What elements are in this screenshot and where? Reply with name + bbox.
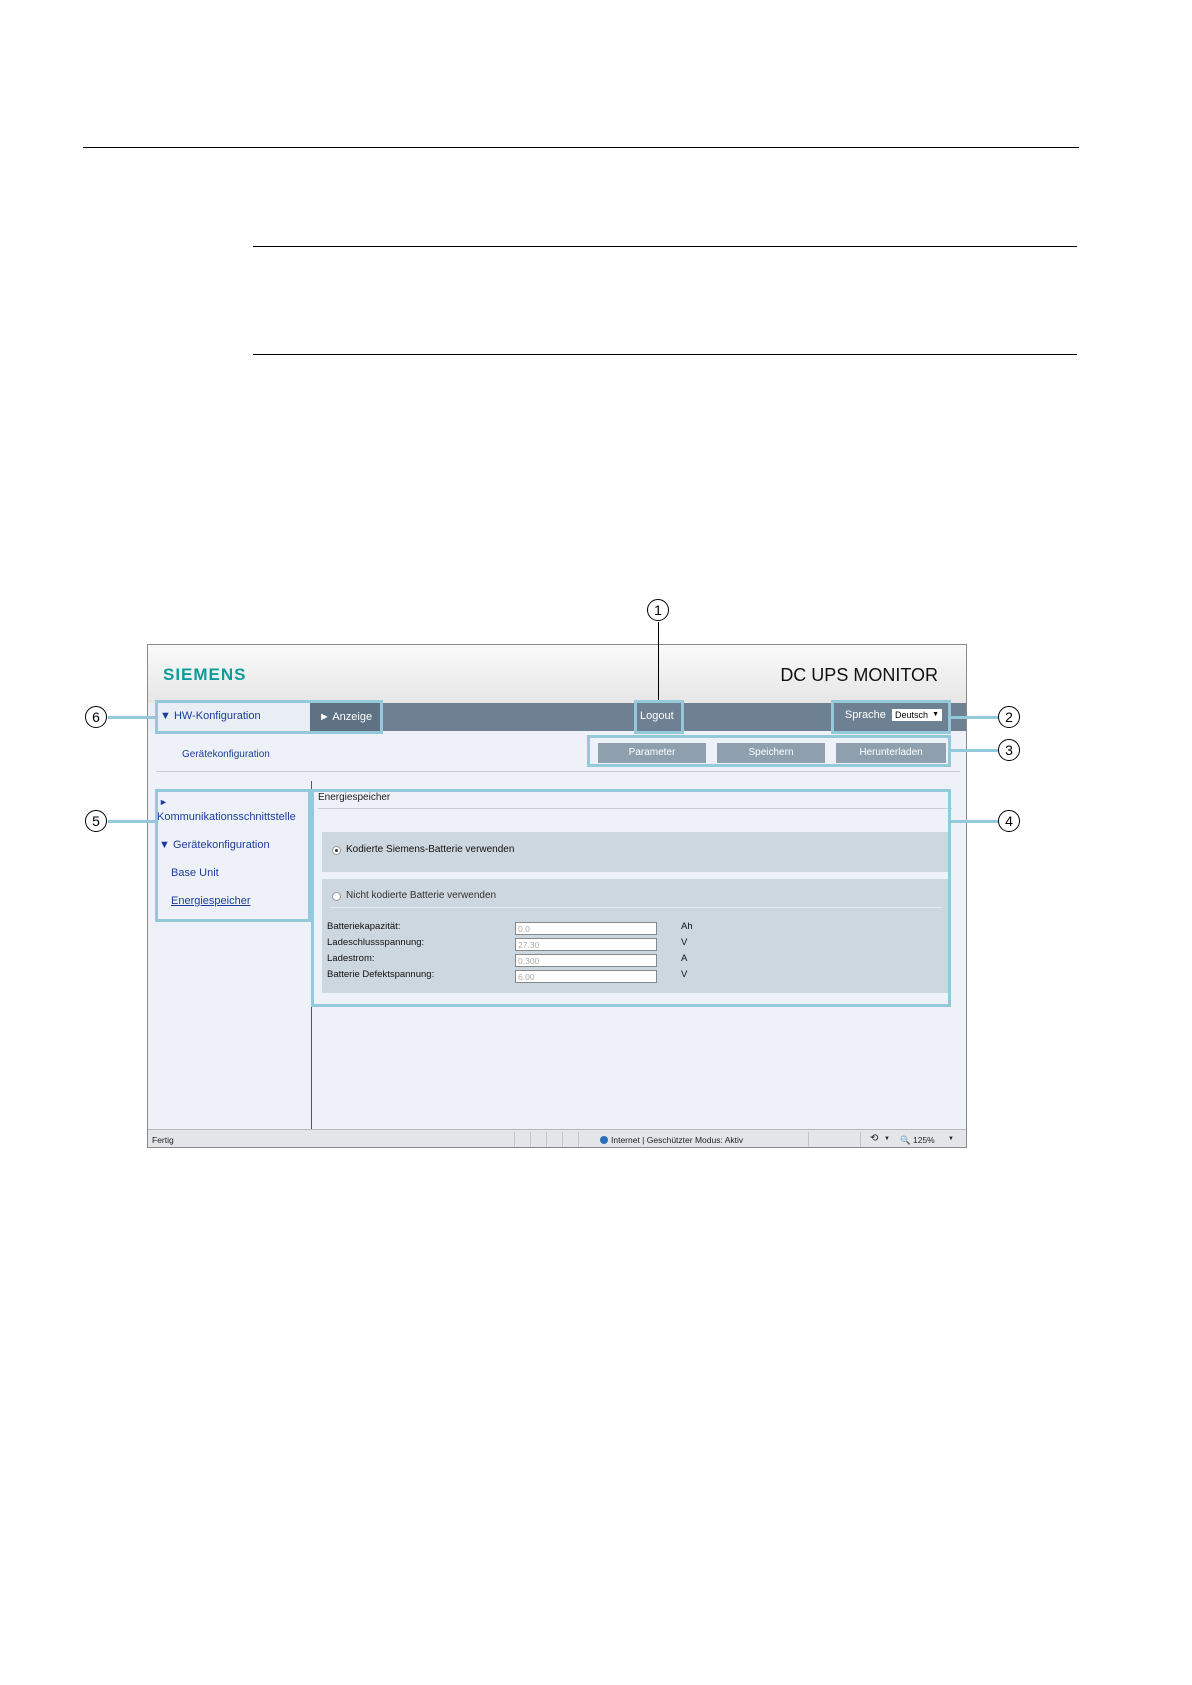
callout-box-6-nav — [155, 700, 383, 734]
callout-box-1-logout — [634, 700, 684, 734]
callout-number-6: 6 — [85, 706, 107, 728]
field-unit: A — [681, 953, 688, 964]
status-separator — [562, 1132, 563, 1147]
zoom-level[interactable] — [900, 1135, 935, 1146]
siemens-logo: SIEMENS — [163, 665, 247, 684]
status-separator — [808, 1132, 809, 1147]
coded-battery-label: Kodierte Siemens-Batterie verwenden — [346, 844, 515, 855]
sidebar-item-energiespeicher[interactable]: Energiespeicher — [171, 895, 251, 907]
callout-number-4: 4 — [998, 810, 1020, 832]
toolbar-divider — [156, 771, 960, 772]
browser-statusbar — [148, 1129, 966, 1148]
note-rule-bottom — [253, 354, 1077, 355]
refresh-icon[interactable]: ⟲ — [870, 1133, 879, 1144]
subnav-geraetekonfiguration[interactable]: Gerätekonfiguration — [182, 749, 270, 760]
field-unit: V — [681, 937, 688, 948]
callout-number-2: 2 — [998, 706, 1020, 728]
panel-title: Energiespeicher — [318, 792, 391, 803]
callout-number-1: 1 — [647, 599, 669, 621]
field-label: Ladestrom: — [327, 953, 375, 964]
field-label: Ladeschlussspannung: — [327, 937, 425, 948]
save-button[interactable]: Speichern — [717, 743, 825, 763]
language-value: Deutsch — [894, 710, 928, 720]
app-title: DC UPS MONITOR — [780, 665, 938, 685]
status-zone — [600, 1135, 743, 1145]
callout-leader-4 — [951, 820, 998, 823]
callout-box-2-language — [831, 700, 951, 734]
download-button[interactable]: Herunterladen — [836, 743, 946, 763]
field-label: Batteriekapazität: — [327, 921, 401, 932]
uncoded-battery-label: Nicht kodierte Batterie verwenden — [346, 890, 497, 901]
chevron-down-icon[interactable]: ▼ — [948, 1136, 954, 1142]
callout-box-3-toolbar — [587, 735, 951, 767]
status-separator — [514, 1132, 515, 1147]
battery-fault-voltage-input[interactable]: 6.00 — [515, 970, 657, 983]
status-separator — [530, 1132, 531, 1147]
parameter-button[interactable]: Parameter — [598, 743, 706, 763]
callout-leader-2 — [951, 716, 998, 719]
chevron-down-icon: ▼ — [932, 711, 939, 718]
callout-leader-1 — [658, 622, 659, 700]
callout-number-3: 3 — [998, 739, 1020, 761]
chevron-down-icon[interactable]: ▼ — [884, 1136, 890, 1142]
note-rule-top — [253, 246, 1077, 247]
language-label: Sprache — [844, 709, 886, 721]
charge-current-input[interactable]: 0.300 — [515, 954, 657, 967]
callout-leader-3 — [951, 749, 998, 752]
logout-link[interactable]: Logout — [640, 710, 674, 722]
globe-icon — [600, 1136, 608, 1144]
callout-box-4-panel — [311, 789, 951, 1007]
callout-box-5-sidebar — [155, 789, 311, 922]
tab-anzeige[interactable]: ► Anzeige — [310, 703, 380, 731]
status-separator — [860, 1132, 861, 1147]
top-rule — [83, 147, 1079, 148]
zoom-icon: 🔍 — [900, 1135, 911, 1145]
status-separator — [546, 1132, 547, 1147]
status-separator — [578, 1132, 579, 1147]
field-unit: V — [681, 969, 688, 980]
charge-end-voltage-input[interactable]: 27.30 — [515, 938, 657, 951]
status-ready: Fertig — [152, 1135, 174, 1145]
callout-number-5: 5 — [85, 810, 107, 832]
battery-capacity-input[interactable]: 0.0 — [515, 922, 657, 935]
field-unit: Ah — [681, 921, 693, 932]
sidebar-item-base-unit[interactable]: Base Unit — [171, 867, 219, 879]
app-header — [148, 645, 966, 703]
field-label: Batterie Defektspannung: — [327, 969, 435, 980]
sidebar-item-geraetekonfiguration[interactable]: ▼ Gerätekonfiguration — [159, 839, 270, 851]
zoom-value: 125% — [912, 1135, 935, 1145]
sidebar-item-kommunikationsschnittstelle[interactable]: Kommunikationsschnittstelle — [157, 811, 296, 823]
sidebar-item-comm-arrow: ► — [159, 797, 168, 807]
tab-hw-konfiguration-label: ▼ HW-Konfiguration — [160, 710, 261, 722]
callout-leader-5 — [108, 820, 155, 823]
status-zone-text: Internet | Geschützter Modus: Aktiv — [611, 1135, 744, 1145]
callout-leader-6 — [108, 716, 155, 719]
